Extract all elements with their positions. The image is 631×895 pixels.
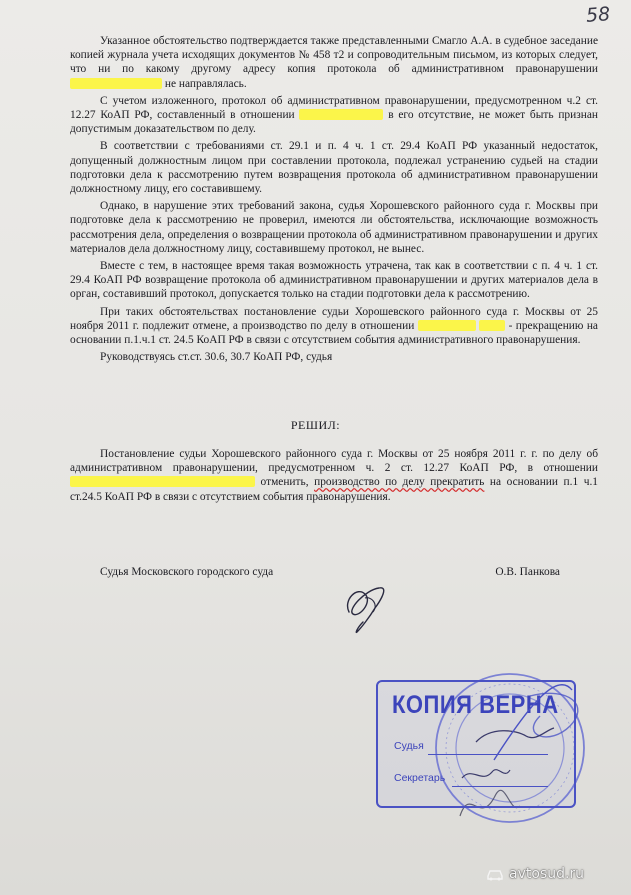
paragraph-4: Однако, в нарушение этих требований закона, судья Хорошевского районного суда г. Москвы при подготовке дела к рассмотрению не проверил, имеются ли обстоятельства, исключающие возможность рассмотрения дела, определения о возвращении протокола об административном правонарушении и других материалов дела должностному лицу, составившему протокол, не вынес. [70,200,598,255]
paragraph-1-text: Указанное обстоятельство подтверждается также представленными Смагло А.А. в судебное заседание копией журнала учета исходящих документов № 458 т2 и сопроводительным письмом, из которых следует, что ни по какому другому адресу копия протокола об административном правонарушении [70,35,598,76]
watermark [486,866,584,882]
paragraph-1 [70,34,598,91]
decision-paragraph [70,447,598,504]
judge-name: О.В. Панкова [495,566,560,578]
paragraph-2 [70,94,598,137]
decision-title: РЕШИЛ: [290,418,341,432]
judge-position: Судья Московского городского суда [100,566,274,578]
page-number: 58 [585,3,611,27]
watermark-text: avtosud.ru [509,866,585,882]
decision-text-a: Постановление судьи Хорошевского районного суда г. Москвы от 25 ноября 2011 г. г. по делу об административном правонарушении, предусмотренном ч. 2 ст. 12.27 КоАП РФ, в отношении [70,448,598,475]
stamp-field-secretary: Секретарь [394,772,446,784]
stamp-title: КОПИЯ ВЕРНА [392,690,559,719]
car-icon [486,867,504,881]
decision-text-b: отменить, [260,476,309,489]
stamp-field-judge: Судья [394,740,424,752]
paragraph-7: Руководствуясь ст.ст. 30.6, 30.7 КоАП РФ, судья [100,351,333,364]
paragraph-6-end: - прекращению на основании п.1.ч.1 ст. 24.5 КоАП РФ в связи с отсутствием события административного правонарушения. [70,319,598,347]
decision-text-c: на основании п.1 ч.1 ст.24.5 КоАП РФ в связи с отсутствием события правонарушения. [70,476,598,503]
redaction-highlight [299,109,383,120]
paragraph-3: В соответствии с требованиями ст. 29.1 и п. 4 ч. 1 ст. 29.4 КоАП РФ указанный недостаток, допущенный должностным лицом при составлении протокола, подлежал устранению судьей на стадии подготовки дела к рассмотрению путем возвращения протокола об административном правонарушении должностному лицу, его составившему. [70,140,598,196]
paragraph-2-text: С учетом изложенного, протокол об административном правонарушении, предусмотренном ч.2 ст. 12.27 КоАП РФ, составленный в отношении [70,94,598,122]
certified-copy-stamp [376,680,576,808]
body-text [70,34,598,364]
decision-underlined: производство по делу прекратить [314,476,485,489]
redaction-highlight [418,320,476,331]
paragraph-1-end: не направлялась. [164,77,247,90]
redaction-highlight [70,476,255,487]
paragraph-5: Вместе с тем, в настоящее время такая возможность утрачена, так как в соответствии с п. 4 ч. 1 ст. 29.4 КоАП РФ возвращение протокола об административном правонарушении и других материалов дела в орган, составивший протокол, допускается только на стадии подготовки дела к рассмотрению. [70,260,598,301]
signature-line [100,566,560,578]
redaction-highlight [70,78,162,89]
paragraph-2-end: в его отсутствие, не может быть признан допустимым доказательством по делу. [70,109,598,136]
paragraph-6 [70,305,598,348]
redaction-highlight [479,320,505,331]
decision-text [70,447,598,504]
stamp-handwriting-icon [376,680,576,808]
handwritten-signature-icon [335,578,405,638]
paragraph-6-text: При таких обстоятельствах постановление судьи Хорошевского районного суда г. Москвы от 25 ноября 2011 г. подлежит отмене, а производство по делу в отношении [70,305,598,332]
